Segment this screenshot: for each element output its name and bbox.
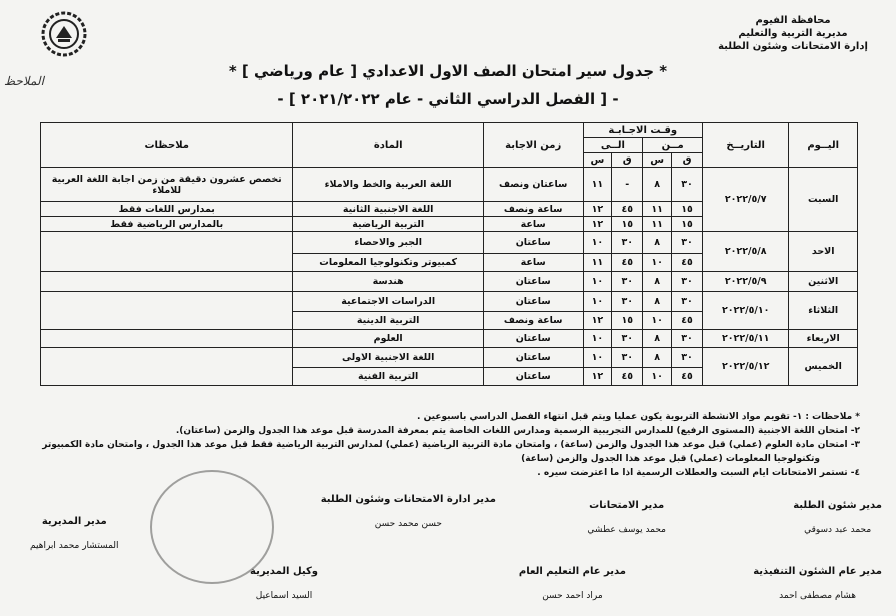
subject-cell: الدراسات الاجتماعية xyxy=(293,292,483,312)
note-cell: بالمدارس الرياضية فقط xyxy=(41,217,293,232)
date-cell: ٢٠٢٢/٥/٧ xyxy=(703,168,789,232)
from-hour: ٨ xyxy=(643,232,672,254)
from-hour: ١٠ xyxy=(643,368,672,386)
date-cell: ٢٠٢٢/٥/١٠ xyxy=(703,292,789,330)
from-min: ٤٥ xyxy=(672,254,703,272)
signature-name: هشام مصطفى احمد xyxy=(779,591,857,601)
header-line: مديرية التربية والتعليم xyxy=(738,28,848,39)
note-cell xyxy=(41,292,293,330)
note-line: ٤- تستمر الامتحانات ايام السبت والعطلات الرسمية اذا ما اعترضت سيره . xyxy=(537,468,860,478)
duration-cell: ساعة xyxy=(483,254,583,272)
note-line: * ملاحظات : ١- تقويم مواد الانشطة التربوية يكون عمليا ويتم قبل انتهاء الفصل الدراسي باسبوعين . xyxy=(417,412,860,422)
header-day: اليــوم xyxy=(789,123,858,168)
date-cell: ٢٠٢٢/٥/٩ xyxy=(703,272,789,292)
to-min: ٤٥ xyxy=(612,368,643,386)
subject-cell: اللغة الاجنبية الاولى xyxy=(293,348,483,368)
from-min: ١٥ xyxy=(672,217,703,232)
signature-block xyxy=(519,566,626,601)
table-row xyxy=(41,292,858,312)
to-min: ٣٠ xyxy=(612,292,643,312)
signature-block xyxy=(250,566,318,601)
date-cell: ٢٠٢٢/٥/٨ xyxy=(703,232,789,272)
table-row xyxy=(41,348,858,368)
note-cell xyxy=(41,348,293,386)
date-cell: ٢٠٢٢/٥/١١ xyxy=(703,330,789,348)
from-hour: ٨ xyxy=(643,292,672,312)
to-hour: ١١ xyxy=(583,254,612,272)
header-min: ق xyxy=(612,153,643,168)
to-min: ٣٠ xyxy=(612,272,643,292)
header-line: إدارة الامتحانات وشئون الطلبة xyxy=(718,41,868,52)
signature-name: محمد يوسف عطشي xyxy=(587,525,666,535)
to-hour: ١٠ xyxy=(583,292,612,312)
to-min: ٤٥ xyxy=(612,254,643,272)
to-min: ٣٠ xyxy=(612,348,643,368)
duration-cell: ساعتان xyxy=(483,330,583,348)
from-hour: ١١ xyxy=(643,217,672,232)
table-row xyxy=(41,272,858,292)
table-row xyxy=(41,168,858,202)
day-cell: السبت xyxy=(789,168,858,232)
duration-cell: ساعتان xyxy=(483,348,583,368)
to-hour: ١٢ xyxy=(583,202,612,217)
duration-cell: ساعتان ونصف xyxy=(483,168,583,202)
from-hour: ١١ xyxy=(643,202,672,217)
signature-block xyxy=(793,500,882,535)
duration-cell: ساعتان xyxy=(483,368,583,386)
to-hour: ١٠ xyxy=(583,330,612,348)
to-hour: ١٠ xyxy=(583,272,612,292)
day-cell: الاثنين xyxy=(789,272,858,292)
duration-cell: ساعتان xyxy=(483,272,583,292)
from-hour: ٨ xyxy=(643,330,672,348)
from-hour: ٨ xyxy=(643,272,672,292)
signature-title: مدير المديرية xyxy=(41,516,107,527)
signature-name: مراد احمد حسن xyxy=(542,591,603,601)
note-cell: تخصص عشرون دقيقة من زمن اجابة اللغة العربية للاملاء xyxy=(41,168,293,202)
signature-block xyxy=(321,494,496,529)
from-min: ٤٥ xyxy=(672,312,703,330)
signature-name: محمد عبد دسوقي xyxy=(804,525,872,535)
subject-cell: التربية الرياضية xyxy=(293,217,483,232)
table-row xyxy=(41,330,858,348)
to-hour: ١١ xyxy=(583,168,612,202)
from-hour: ٨ xyxy=(643,168,672,202)
signature-title: مدير ادارة الامتحانات وشئون الطلبة xyxy=(320,494,496,505)
duration-cell: ساعة ونصف xyxy=(483,202,583,217)
header-line: محافظة الفيوم xyxy=(755,15,831,26)
to-hour: ١٢ xyxy=(583,217,612,232)
subject-cell: التربية الدينية xyxy=(293,312,483,330)
note-line: ٣- امتحان مادة العلوم (عملي) قبل موعد هذا الجدول والزمن (ساعة) ، وامتحان مادة التربية الرياضية (عملي) لمدارس التربية الرياضية فقط قبل موعد هذا الجدول ، وامتحان مادة الكمبيوتر xyxy=(42,440,860,450)
note-cell: بمدارس اللغات فقط xyxy=(41,202,293,217)
to-min: ٤٥ xyxy=(612,202,643,217)
to-min: ٣٠ xyxy=(612,232,643,254)
signature-title: مدير عام التعليم العام xyxy=(518,566,626,577)
header-duration: زمن الاجابة xyxy=(483,123,583,168)
ministry-logo-icon xyxy=(40,10,88,58)
note-line: وتكنولوجيا المعلومات (عملي) قبل موعد هذا الجدول والزمن (ساعة) xyxy=(521,454,820,464)
from-min: ٣٠ xyxy=(672,330,703,348)
note-cell xyxy=(41,330,293,348)
header-notes: ملاحظات xyxy=(41,123,293,168)
from-min: ١٥ xyxy=(672,202,703,217)
to-hour: ١٢ xyxy=(583,312,612,330)
header-from: مــن xyxy=(643,138,703,153)
subject-cell: الجبر والاحصاء xyxy=(293,232,483,254)
header-date: التاريــخ xyxy=(703,123,789,168)
from-min: ٣٠ xyxy=(672,168,703,202)
subject-cell: التربية الفنية xyxy=(293,368,483,386)
to-min: ٣٠ xyxy=(612,330,643,348)
from-hour: ١٠ xyxy=(643,254,672,272)
from-min: ٣٠ xyxy=(672,348,703,368)
to-hour: ١٢ xyxy=(583,368,612,386)
governorate-header xyxy=(708,14,878,53)
note-cell xyxy=(41,232,293,272)
signature-block xyxy=(30,516,119,551)
from-min: ٣٠ xyxy=(672,272,703,292)
duration-cell: ساعة xyxy=(483,217,583,232)
signature-name: حسن محمد حسن xyxy=(374,519,442,529)
signature-name: المستشار محمد ابراهيم xyxy=(30,541,119,551)
from-min: ٣٠ xyxy=(672,292,703,312)
to-min: ١٥ xyxy=(612,217,643,232)
subject-cell: هندسة xyxy=(293,272,483,292)
day-cell: الاربعاء xyxy=(789,330,858,348)
subject-cell: كمبيوتر وتكنولوجيا المعلومات xyxy=(293,254,483,272)
duration-cell: ساعتان xyxy=(483,232,583,254)
signature-title: مدير عام الشئون التنفيذية xyxy=(753,566,882,577)
duration-cell: ساعة ونصف xyxy=(483,312,583,330)
to-min: ١٥ xyxy=(612,312,643,330)
day-cell: الثلاثاء xyxy=(789,292,858,330)
subject-cell: اللغة العربية والخط والاملاء xyxy=(293,168,483,202)
signature-title: مدير الامتحانات xyxy=(589,500,665,511)
signature-block xyxy=(587,500,666,535)
subject-cell: اللغة الاجنبية الثانية xyxy=(293,202,483,217)
duration-cell: ساعتان xyxy=(483,292,583,312)
signature-block xyxy=(753,566,882,601)
table-row xyxy=(41,232,858,254)
to-hour: ١٠ xyxy=(583,232,612,254)
from-min: ٤٥ xyxy=(672,368,703,386)
header-hour: س xyxy=(643,153,672,168)
day-cell: الخميس xyxy=(789,348,858,386)
notes-section xyxy=(40,410,860,480)
note-cell xyxy=(41,272,293,292)
signature-title: وكيل المديرية xyxy=(250,566,318,577)
header-answer-time: وقـت الاجـابـة xyxy=(583,123,703,138)
header-subject: المادة xyxy=(293,123,483,168)
header-hour: س xyxy=(583,153,612,168)
date-cell: ٢٠٢٢/٥/١٢ xyxy=(703,348,789,386)
from-hour: ٨ xyxy=(643,348,672,368)
to-min: - xyxy=(612,168,643,202)
to-hour: ١٠ xyxy=(583,348,612,368)
handwritten-mark: الملاحظ xyxy=(4,74,44,88)
page-subtitle: - [ الفصل الدراسي الثاني - عام ٢٠٢١/٢٠٢٢ ] - xyxy=(277,90,619,108)
from-min: ٣٠ xyxy=(672,232,703,254)
exam-schedule-table xyxy=(40,122,858,386)
note-line: ٢- امتحان اللغة الاجنبية (المستوى الرفيع) للمدارس التجريبية الرسمية ومدارس اللغات الخاصة يتم بمعرفة المدرسة قبل موعد هذا الجدول والزمن (ساعتان). xyxy=(175,426,860,436)
subject-cell: العلوم xyxy=(293,330,483,348)
from-hour: ١٠ xyxy=(643,312,672,330)
day-cell: الاحد xyxy=(789,232,858,272)
signature-title: مدير شئون الطلبة xyxy=(793,500,882,511)
page-title: * جدول سير امتحان الصف الاول الاعدادي [ عام ورياضي ] * xyxy=(228,62,668,80)
header-min: ق xyxy=(672,153,703,168)
header-to: الــى xyxy=(583,138,643,153)
signature-name: السيد اسماعيل xyxy=(255,591,313,601)
